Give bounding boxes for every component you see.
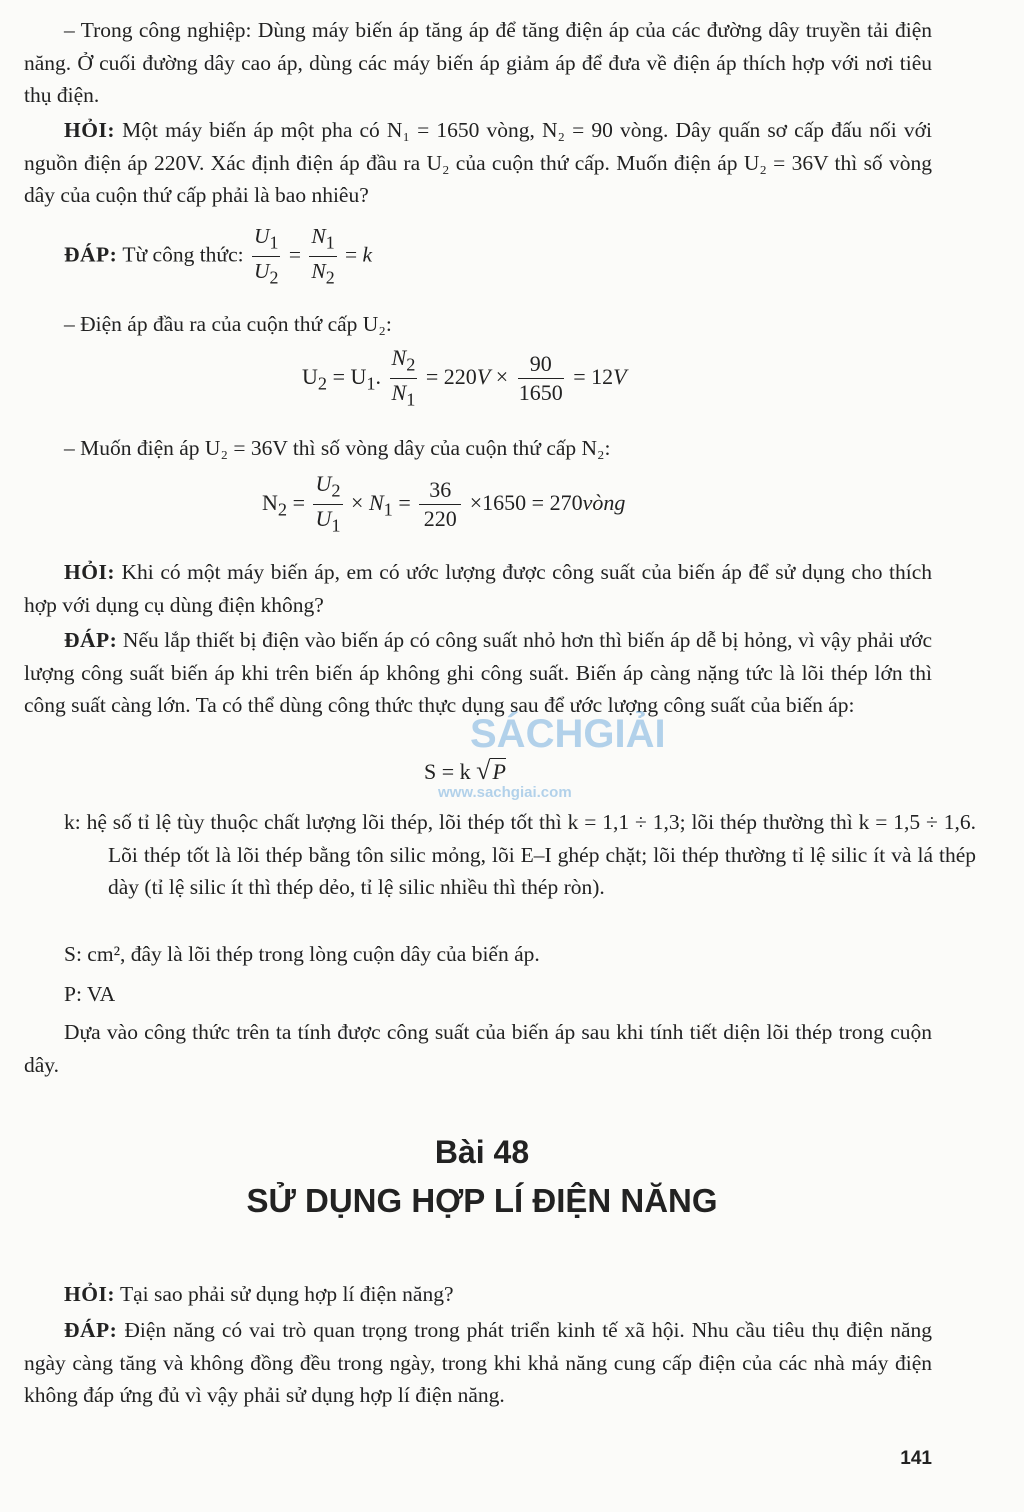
question-2: HỎI: Khi có một máy biến áp, em có ước lượng được công suất của biến áp để sử dụng cho thích hợp với dụng cụ dùng điện không? bbox=[24, 560, 932, 617]
n2-heading: – Muốn điện áp U₂ = 36V thì số vòng dây của cuộn thứ cấp N₂: bbox=[64, 436, 611, 460]
u2-equation: $U_2 = U_1$. $\frac{N_2}{N_1}$ = 220V × $\frac{90}{1650}$ = 12V bbox=[302, 345, 627, 410]
watermark-logo: SÁCHGIẢI bbox=[470, 712, 666, 756]
question-1-text: Một máy biến áp một pha có N₁ = 1650 vòng, N₂ = 90 vòng. Dây quấn sơ cấp đấu nối với nguồn điện áp 220V. Xác định điện áp đầu ra U₂ của cuộn thứ cấp. Muốn điện áp U₂ = 36V thì số vòng dây của cuộn thứ cấp phải là bao nhiêu? bbox=[24, 118, 932, 207]
lesson-title: SỬ DỤNG HỢP LÍ ĐIỆN NĂNG bbox=[246, 1182, 718, 1219]
dap-label: ĐÁP: bbox=[64, 242, 118, 267]
definition-s: S: cm², đây là lõi thép trong lòng cuộn dây của biến áp. bbox=[64, 942, 540, 966]
answer-2: ĐÁP: Nếu lắp thiết bị điện vào biến áp có công suất nhỏ hơn thì biến áp dễ bị hỏng, vì vậy phải ước lượng công suất biến áp khi trên biến áp không ghi công suất. Biến áp càng nặng tức là lõi thép lớn thì công suất càng lớn. Ta có thể dùng công thức thực dụng sau để ước lượng công suất của biến áp: bbox=[24, 628, 932, 717]
question-3: HỎI: Tại sao phải sử dụng hợp lí điện năng? bbox=[64, 1282, 454, 1306]
conclusion: Dựa vào công thức trên ta tính được công suất của biến áp sau khi tính tiết diện lõi thép trong cuộn dây. bbox=[24, 1020, 932, 1077]
watermark-url: www.sachgiai.com bbox=[438, 784, 572, 801]
power-formula: S = k √P bbox=[424, 756, 506, 785]
answer-1-formula: ĐÁP: Từ công thức: $\frac{U_1}{U_2}$ = $\frac{N_1}{N_2}$ = k bbox=[64, 224, 373, 288]
lesson-number: Bài 48 bbox=[434, 1134, 530, 1170]
definition-k: k: hệ số tỉ lệ tùy thuộc chất lượng lõi thép, lõi thép tốt thì k = 1,1 ÷ 1,3; lõi thép thường thì k = 1,5 ÷ 1,6. Lõi thép tốt là lõi thép bằng tôn silic mỏng, lõi E–I ghép chặt; lõi thép thường tỉ lệ silic ít và lá thép dày (tỉ lệ silic ít thì thép dẻo, tỉ lệ silic nhiều thì thép ròn). bbox=[64, 810, 976, 899]
answer-1-lead: Từ công thức: bbox=[122, 242, 244, 267]
answer-3: ĐÁP: Điện năng có vai trò quan trọng trong phát triển kinh tế xã hội. Nhu cầu tiêu thụ điện năng ngày càng tăng và không đồng đều trong ngày, trong khi khả năng cung cấp điện của các nhà máy điện không đáp ứng đủ vì vậy phải sử dụng hợp lí điện năng. bbox=[24, 1318, 932, 1407]
intro-paragraph: – Trong công nghiệp: Dùng máy biến áp tăng áp để tăng điện áp của các đường dây truyền tải điện năng. Ở cuối đường dây cao áp, dùng các máy biến áp giảm áp để đưa về điện áp thích hợp với nơi tiêu thụ điện. bbox=[24, 18, 932, 107]
page-number: 141 bbox=[900, 1448, 932, 1469]
u2-heading: – Điện áp đầu ra của cuộn thứ cấp U₂: bbox=[64, 312, 392, 336]
n2-equation: $N_2$ = $\frac{U_2}{U_1}$ × $N_1$ = $\frac{36}{220}$ ×1650 = 270vòng bbox=[262, 471, 626, 536]
hoi-label: HỎI: bbox=[64, 118, 115, 142]
definition-p: P: VA bbox=[64, 982, 116, 1006]
question-1 bbox=[24, 114, 932, 212]
